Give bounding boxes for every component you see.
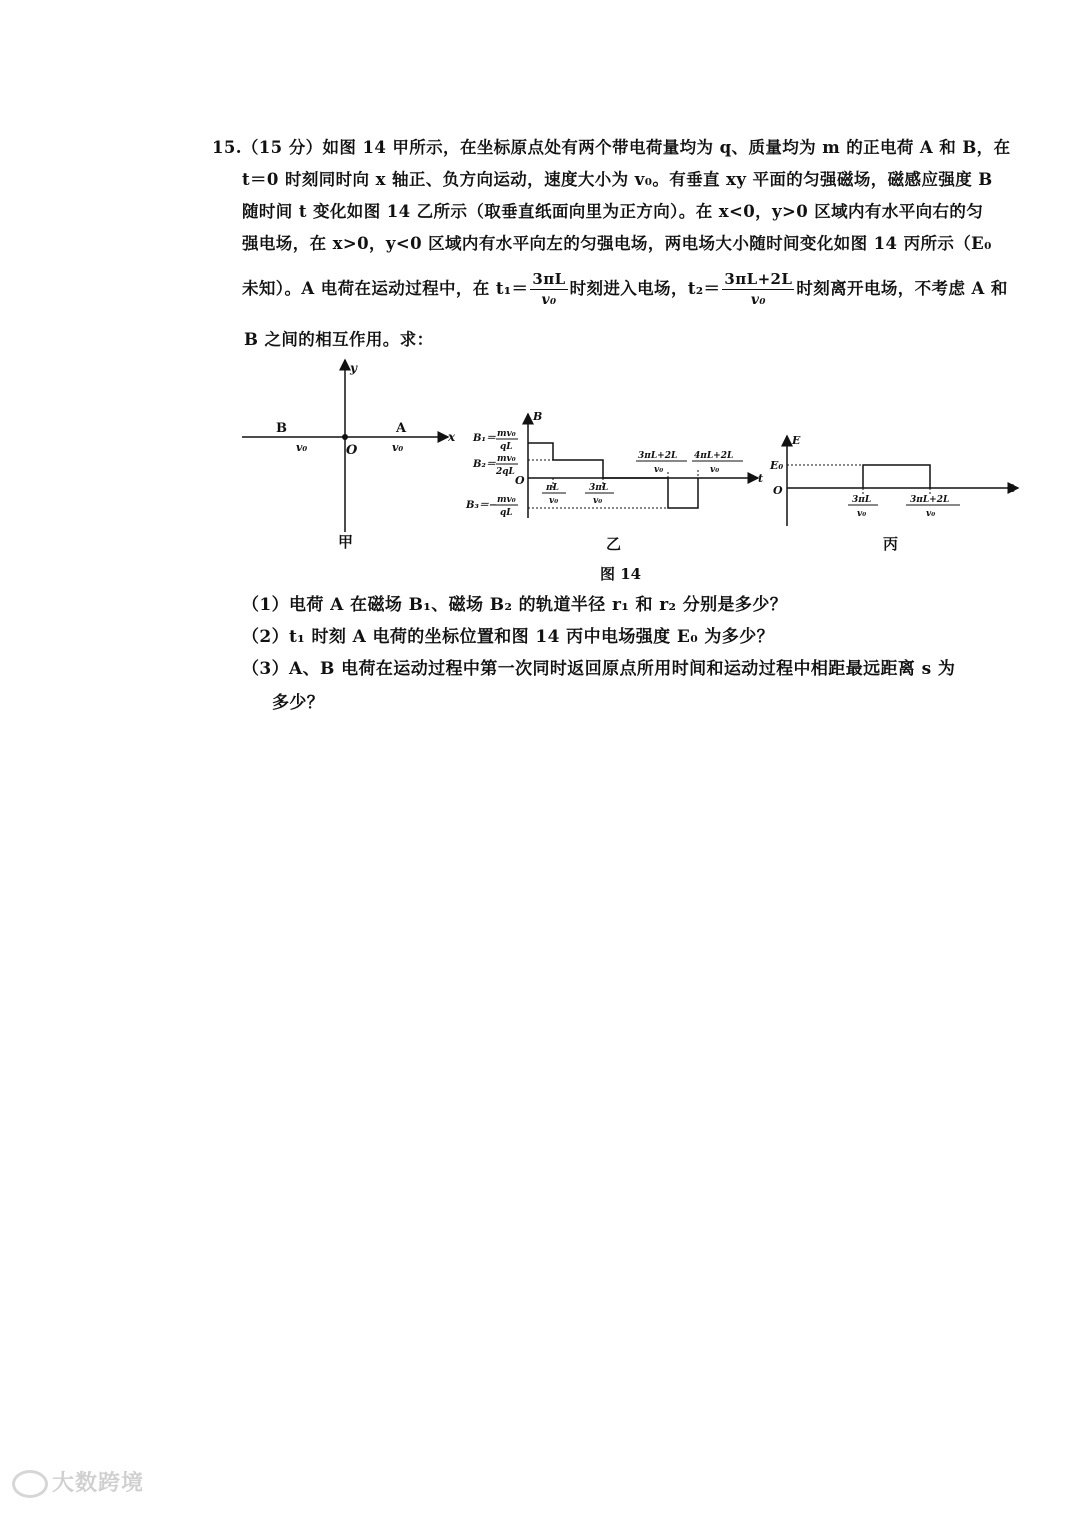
question-3-continued: 多少？ <box>272 693 325 713</box>
t1-fraction: $\frac{3\pi L}{\text{v₀}}$ <box>532 270 566 308</box>
problem-line-5: 未知）。A 电荷在运动过程中，在 t₁＝ $\frac{3\pi L}{\text{v₀}}$ 时刻进入电场，t₂＝ $\frac{3\pi L+2L}{\text{v₀}}$ 时刻离开电场，不考虑 A 和 <box>242 270 1008 308</box>
b1-label: B₁＝ <box>473 433 496 444</box>
yi-tick-3-den: v₀ <box>654 465 664 475</box>
question-2: （2）t₁ 时刻 A 电荷的坐标位置和图 14 丙中电场强度 E₀ 为多少？ <box>242 627 775 647</box>
yi-tick-2-num: 3πL <box>589 483 609 493</box>
question-1: （1）电荷 A 在磁场 B₁、磁场 B₂ 的轨道半径 r₁ 和 r₂ 分别是多少？ <box>242 595 788 615</box>
question-3: （3）A、B 电荷在运动过程中第一次同时返回原点所用时间和运动过程中相距最远距离 s 为 <box>242 659 956 679</box>
b1-den: qL <box>500 442 513 452</box>
t2-fraction: $\frac{3\pi L+2L}{\text{v₀}}$ <box>724 270 793 308</box>
problem-line-1: 15.（15 分）如图 14 甲所示，在坐标原点处有两个带电荷量均为 q、质量均为 m 的正电荷 A 和 B，在 <box>212 138 1011 157</box>
bing-tick-2-den: v₀ <box>926 509 936 519</box>
charge-b-label: B <box>276 421 287 436</box>
bing-axis-e: E <box>792 434 801 447</box>
yi-label: 乙 <box>606 535 622 553</box>
b2-num: mv₀ <box>497 454 516 464</box>
problem-line-3: 随时间 t 变化如图 14 乙所示（取垂直纸面向里为正方向）。在 x<0，y>0 区域内有水平向右的匀 <box>242 202 984 221</box>
e0-label: E₀ <box>770 459 784 472</box>
bing-origin: O <box>773 484 783 497</box>
yi-tick-2-den: v₀ <box>593 496 603 506</box>
charge-a-label: A <box>396 421 407 436</box>
figure-jia <box>242 360 456 551</box>
yi-tick-1-den: v₀ <box>549 496 559 506</box>
yi-axis-t: t <box>758 472 764 485</box>
yi-axis-b: B <box>533 410 543 423</box>
jia-label: 甲 <box>338 533 354 551</box>
b3-num: mv₀ <box>497 495 516 505</box>
velocity-a-label: v₀ <box>392 441 404 454</box>
bing-tick-1-num: 3πL <box>852 495 872 505</box>
bing-tick-2-num: 3πL+2L <box>910 495 950 505</box>
yi-tick-3-num: 3πL+2L <box>638 451 678 461</box>
b2-label: B₂＝ <box>473 459 496 470</box>
b3-label: B₃＝− <box>466 500 498 511</box>
problem-line-6: B 之间的相互作用。求： <box>244 330 434 349</box>
yi-tick-4-num: 4πL+2L <box>694 451 734 461</box>
watermark-logo-icon <box>12 1470 48 1498</box>
yi-tick-4-den: v₀ <box>710 465 720 475</box>
origin-dot <box>342 434 348 440</box>
jia-origin: O <box>346 443 358 458</box>
velocity-b-label: v₀ <box>296 441 308 454</box>
watermark: 大数跨境 <box>12 1466 144 1498</box>
jia-axis-y: y <box>350 361 357 375</box>
problem-line-2: t＝0 时刻同时向 x 轴正、负方向运动，速度大小为 v₀。有垂直 xy 平面的匀强磁场，磁感应强度 B <box>242 170 993 189</box>
figure-caption: 图 14 <box>600 565 642 583</box>
b3-den: qL <box>500 508 513 518</box>
b2-den: 2qL <box>496 467 515 477</box>
bing-label: 丙 <box>883 535 899 553</box>
problem-line-4: 强电场，在 x>0，y<0 区域内有水平向左的匀强电场，两电场大小随时间变化如图 14 丙所示（E₀ <box>242 234 992 253</box>
yi-origin: O <box>515 474 525 487</box>
jia-axis-x: x <box>448 430 456 444</box>
bing-axis-t: t <box>1010 482 1016 495</box>
figure-14 <box>0 0 1080 600</box>
e-waveform <box>863 465 930 488</box>
yi-tick-1-num: πL <box>546 483 559 493</box>
figure-yi <box>465 410 763 553</box>
figure-bing <box>769 434 1018 553</box>
bing-tick-1-den: v₀ <box>857 509 867 519</box>
b1-num: mv₀ <box>497 429 516 439</box>
